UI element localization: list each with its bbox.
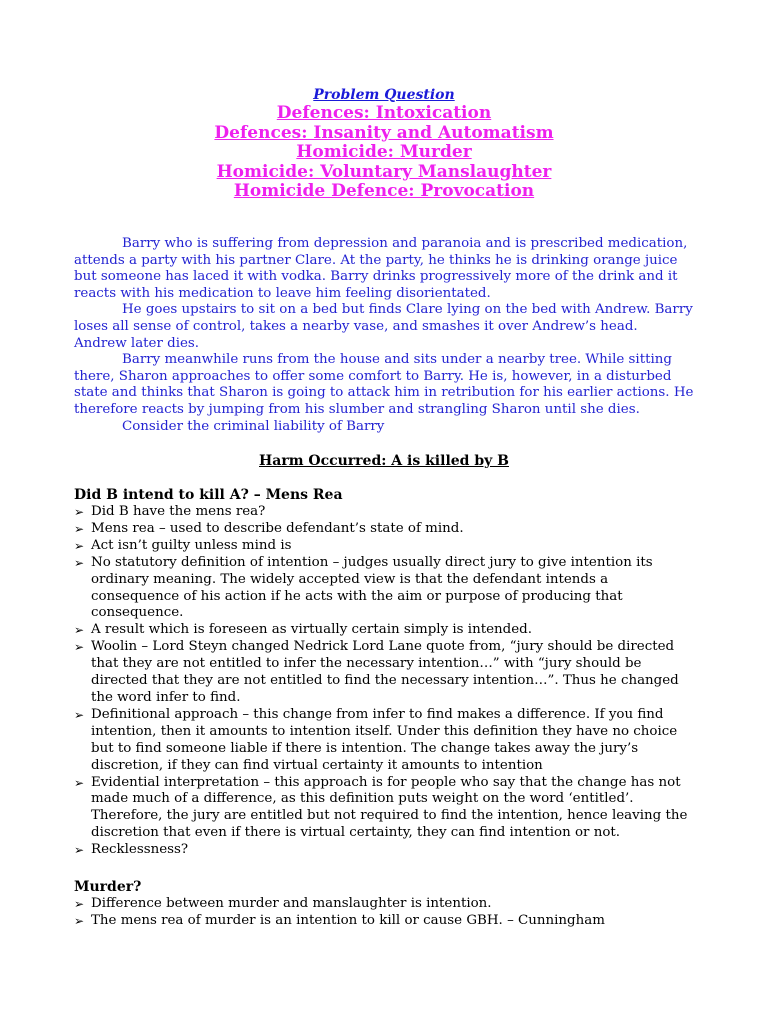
list-item-text: Act isn’t guilty unless mind is xyxy=(91,537,292,553)
problem-question-subtitle: Problem Question xyxy=(313,87,455,103)
arrow-bullet-icon: ➢ xyxy=(74,707,85,722)
list-item xyxy=(74,896,694,913)
arrow-bullet-icon: ➢ xyxy=(74,538,85,553)
section-heading: Harm Occurred: A is killed by B xyxy=(259,453,509,469)
scenario-paragraph: He goes upstairs to sit on a bed but finds Clare lying on the bed with Andrew. Barry loses all sense of control, takes a nearby vase, and smashes it over Andrew’s head. Andrew later dies. xyxy=(74,302,693,351)
arrow-bullet-icon: ➢ xyxy=(74,521,85,536)
arrow-bullet-icon: ➢ xyxy=(74,555,85,570)
arrow-bullet-icon: ➢ xyxy=(74,640,85,655)
list-item xyxy=(74,538,694,555)
mens-rea-heading: Did B intend to kill A? – Mens Rea xyxy=(74,487,343,503)
murder-heading: Murder? xyxy=(74,879,142,895)
list-item xyxy=(74,639,694,707)
arrow-bullet-icon: ➢ xyxy=(74,505,85,519)
list-item-text: A result which is foreseen as virtually certain simply is intended. xyxy=(91,622,532,638)
list-item-text: The mens rea of murder is an intention to kill or cause GBH. – Cunningham xyxy=(91,912,605,928)
mens-rea-list xyxy=(74,504,694,859)
list-item-text: Woolin – Lord Steyn changed Nedrick Lord Lane quote from, “jury should be directed that they are not entitled to infer the necessary intention…” with “jury should be directed that they are not entitled to find the necessary intention…”. Thus he changed the word infer to find. xyxy=(91,639,679,705)
mens-rea-section xyxy=(74,486,694,859)
list-item-text: Did B have the mens rea? xyxy=(91,504,266,519)
list-item-text: Recklessness? xyxy=(91,842,189,858)
title-block xyxy=(0,86,768,202)
title-intoxication: Defences: Intoxication xyxy=(276,103,492,123)
title-murder: Homicide: Murder xyxy=(296,142,472,162)
list-item xyxy=(74,504,694,521)
list-item-text: No statutory definition of intention – judges usually direct jury to give intention its ordinary meaning. The widely accepted view is that the defendant intends a consequence of his action if he acts with the aim or purpose of producing that consequence. xyxy=(91,554,653,621)
murder-list xyxy=(74,896,694,930)
arrow-bullet-icon: ➢ xyxy=(74,775,85,790)
scenario-question: Consider the criminal liability of Barry xyxy=(122,418,385,434)
title-insanity-automatism: Defences: Insanity and Automatism xyxy=(214,122,554,143)
arrow-bullet-icon: ➢ xyxy=(74,913,85,928)
list-item xyxy=(74,622,694,639)
list-item xyxy=(74,775,694,843)
list-item xyxy=(74,842,694,859)
title-provocation: Homicide Defence: Provocation xyxy=(233,181,535,201)
title-voluntary-manslaughter: Homicide: Voluntary Manslaughter xyxy=(216,161,552,182)
list-item xyxy=(74,521,694,538)
list-item-text: Evidential interpretation – this approach is for people who say that the change has not made much of a difference, as this definition puts weight on the word ‘entitled’. Therefore, the jury are entitled but not required to find the intention, hence leaving the discretion that even if there is virtual certainty, they can find intention or not. xyxy=(91,774,688,841)
scenario-paragraph: Barry who is suffering from depression and paranoia and is prescribed medication, attends a party with his partner Clare. At the party, he thinks he is drinking orange juice but someone has laced it with vodka. Barry drinks progressively more of the drink and it reacts with his medication to leave him feeling disorientated. xyxy=(74,236,688,301)
murder-section xyxy=(74,878,694,930)
arrow-bullet-icon: ➢ xyxy=(74,843,85,858)
list-item xyxy=(74,707,694,775)
arrow-bullet-icon: ➢ xyxy=(74,897,85,911)
list-item xyxy=(74,555,694,623)
scenario-text xyxy=(74,236,694,435)
list-item xyxy=(74,913,694,930)
list-item-text: Mens rea – used to describe defendant’s state of mind. xyxy=(91,520,464,536)
scenario-paragraph: Barry meanwhile runs from the house and sits under a nearby tree. While sitting there, Sharon approaches to offer some comfort to Barry. He is, however, in a disturbed state and thinks that Sharon is going to attack him in retribution for his earlier actions. He therefore reacts by jumping from his slumber and strangling Sharon until she dies. xyxy=(74,352,694,417)
list-item-text: Difference between murder and manslaughter is intention. xyxy=(91,896,492,911)
arrow-bullet-icon: ➢ xyxy=(74,623,85,638)
list-item-text: Definitional approach – this change from infer to find makes a difference. If you find intention, then it amounts to intention itself. Under this definition they have no choice but to find someone liable if there is intention. The change takes away the jury’s discretion, if they can find virtual certainty it amounts to intention xyxy=(91,706,678,773)
